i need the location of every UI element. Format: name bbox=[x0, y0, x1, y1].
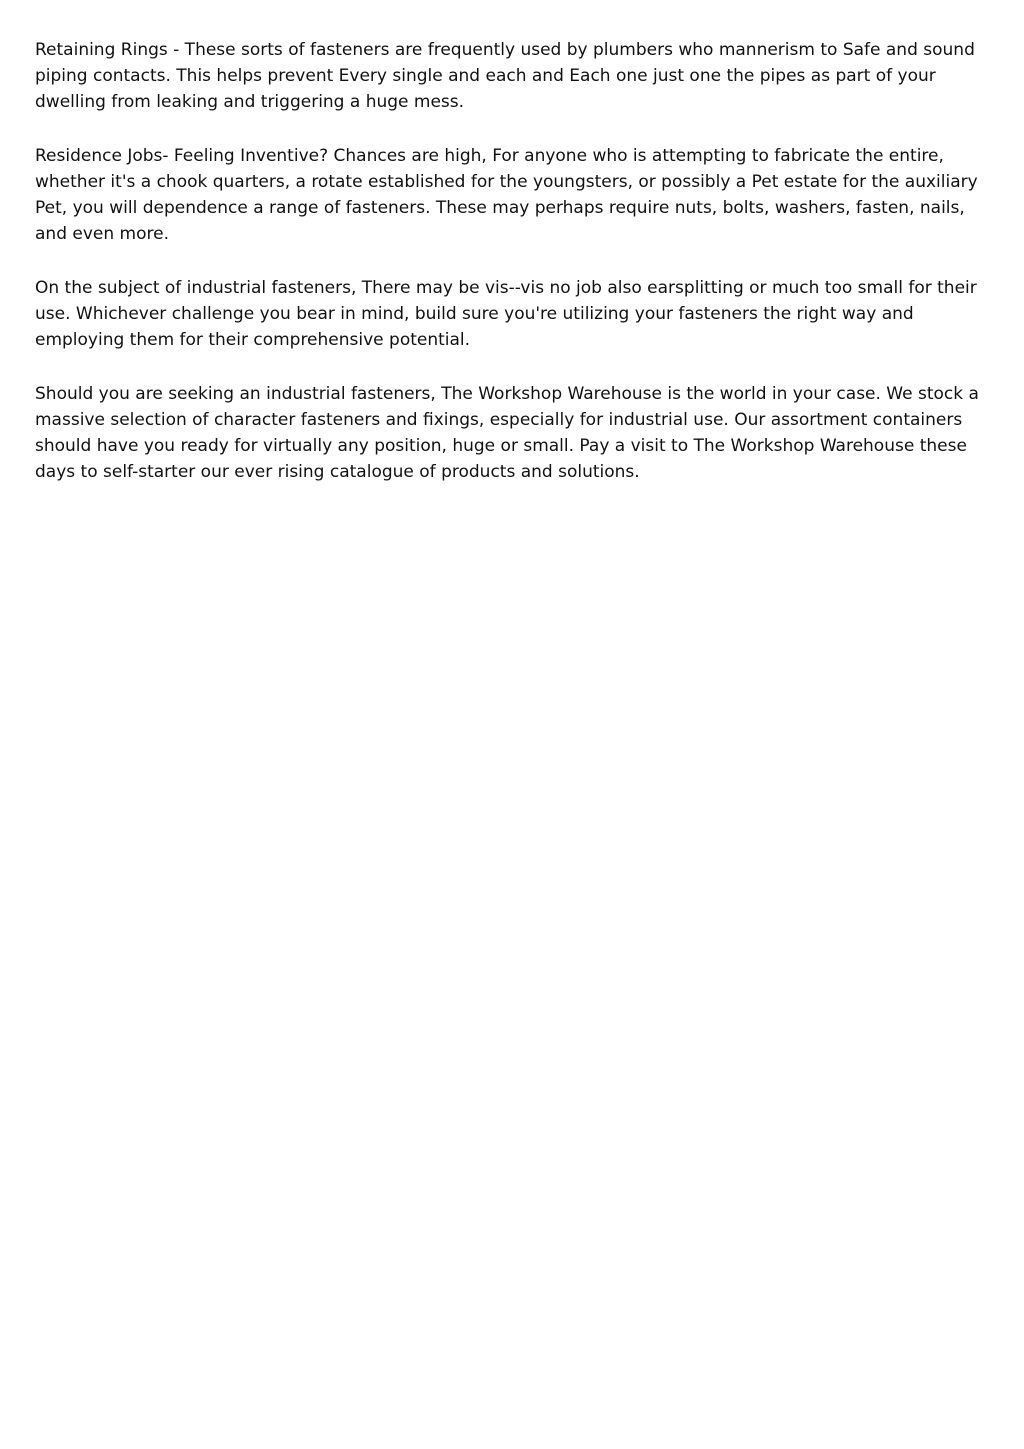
paragraph-retaining-rings: Retaining Rings - These sorts of fasteners are frequently used by plumbers who mannerism to Safe and sound piping contacts. This helps prevent Every single and each and Each one just one the pipes as part of your dwelling from leaking and triggering a huge mess. bbox=[35, 40, 975, 112]
paragraph-residence-jobs: Residence Jobs- Feeling Inventive? Chances are high, For anyone who is attempting to fabricate the entire, whether it's a chook quarters, a rotate established for the youngsters, or possibly a Pet estate for the auxiliary Pet, you will dependence a range of fasteners. These may perhaps require nuts, bolts, washers, fasten, nails, and even more. bbox=[35, 146, 978, 244]
document-page bbox=[35, 37, 993, 513]
paragraph-industrial-fasteners: On the subject of industrial fasteners, There may be vis--vis no job also earsplitting or much too small for their use. Whichever challenge you bear in mind, build sure you're utilizing your fasteners the right way and employing them for their comprehensive potential. bbox=[35, 278, 977, 350]
paragraph-workshop-warehouse: Should you are seeking an industrial fasteners, The Workshop Warehouse is the world in your case. We stock a massive selection of character fasteners and fixings, especially for industrial use. Our assortment containers should have you ready for virtually any position, huge or small. Pay a visit to The Workshop Warehouse these days to self-starter our ever rising catalogue of products and solutions. bbox=[35, 384, 979, 482]
